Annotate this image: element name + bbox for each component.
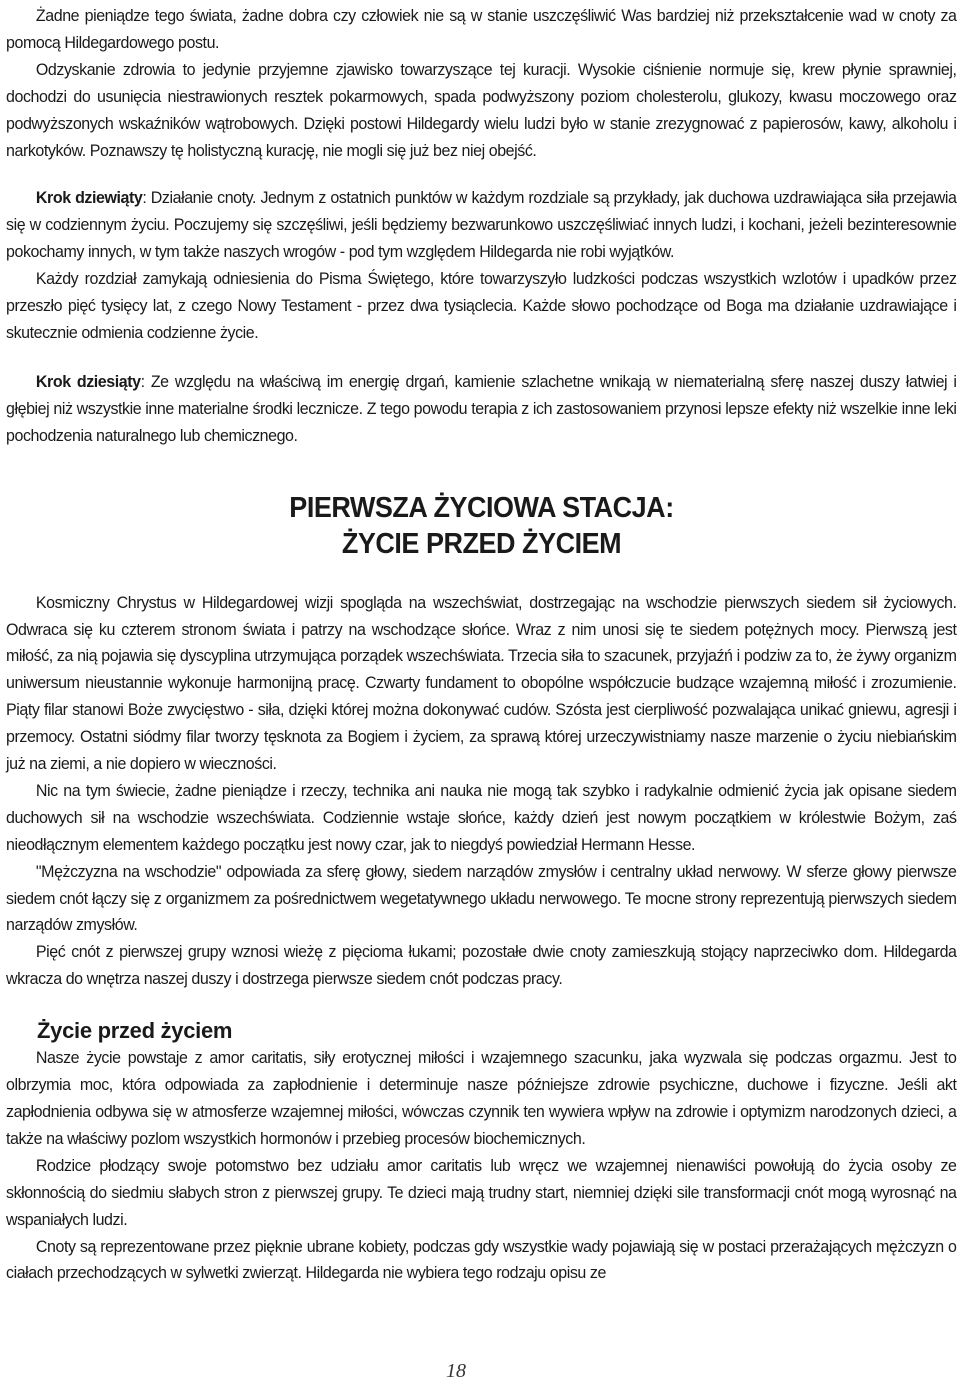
step-ten-paragraph bbox=[6, 369, 957, 450]
chapter-paragraph-3: "Mężczyzna na wschodzie" odpowiada za sferę głowy, siedem narządów zmysłów i centralny układ nerwowy. W sferze głowy pierwsze siedem cnót łączy się z organizmem za pośrednictwem wegetatywnego układu nerwowego. Te mocne strony reprezentują pierwszych siedem narządów zmysłów. bbox=[6, 861, 957, 935]
document-page bbox=[6, 3, 957, 1287]
intro-paragraph-2: Odzyskanie zdrowia to jedynie przyjemne zjawisko towarzyszące tej kuracji. Wysokie ciśnienie normuje się, krew płynie sprawniej, dochodzi do usunięcia niestrawionych resztek pokarmowych, spada podwyższony poziom cholesterolu, glukozy, kwasu moczowego oraz podwyższonych wskaźników wątrobowych. Dzięki postowi Hildegardy wielu ludzi było w stanie zrezygnować z papierosów, kawy, alkoholu i narkotyków. Poznawszy tę holistyczną kurację, nie mogli się już bez niej obejść. bbox=[6, 59, 957, 160]
step-nine-paragraph bbox=[6, 185, 957, 266]
chapter-paragraph-4: Pięć cnót z pierwszej grupy wznosi wieżę z pięcioma łukami; pozostałe dwie cnoty zamieszkują stojący naprzeciwko dom. Hildegarda wkracza do wnętrza naszej duszy i dostrzega pierwsze siedem cnót podczas pracy. bbox=[6, 942, 957, 989]
step-ten-label: Krok dziesiąty bbox=[35, 371, 141, 391]
chapter-paragraph-2: Nic na tym świecie, żadne pieniądze i rzeczy, technika ani nauka nie mogą tak szybko i radykalnie odmienić życia jak opisane siedem duchowych sił na wschodzie wszechświata. Codziennie wstaje słońce, każdy dzień jest nowym początkiem w królestwie Bożym, zaś nieodłącznym elementem każdego początku jest nowy czar, jak to niegdyś powiedział Hermann Hesse. bbox=[6, 780, 957, 854]
spacer bbox=[6, 164, 957, 185]
step-nine-paragraph-2: Każdy rozdział zamykają odniesienia do Pisma Świętego, które towarzyszyło ludzkości podczas wszystkich wzlotów i upadków przez przeszło pięć tysięcy lat, z czego Nowy Testament - przez dwa tysiąclecia. Każde słowo pochodzące od Boga ma działanie uzdrawiające i skutecznie odmienia codzienne życie. bbox=[6, 269, 957, 342]
chapter-title bbox=[6, 490, 957, 590]
spacer bbox=[6, 347, 957, 369]
chapter-title-line-2: ŻYCIE PRZED ŻYCIEM bbox=[341, 527, 622, 560]
step-nine-label: Krok dziewiąty bbox=[35, 188, 143, 208]
intro-paragraph-1: Żadne pieniądze tego świata, żadne dobra czy człowiek nie są w stanie uszczęśliwić Was bardziej niż przekształcenie wad w cnoty za pomocą Hildegardowego postu. bbox=[6, 6, 957, 52]
page-number: 18 bbox=[446, 1360, 466, 1382]
section-paragraph-2: Rodzice płodzący swoje potomstwo bez udziału amor caritatis lub wręcz we wzajemnej nienawiści powołują do życia osoby ze skłonnością do siedmiu słabych stron z pierwszej grupy. Te dzieci mają trudny start, niemniej dzięki sile transformacji cnót mogą wyrosnąć na wspaniałych ludzi. bbox=[6, 1155, 957, 1229]
chapter-paragraph-1: Kosmiczny Chrystus w Hildegardowej wizji spogląda na wszechświat, dostrzegając na wschodzie pierwszych siedem sił życiowych. Odwraca się ku czterem stronom świata i patrzy na wschodzące słońce. Wraz z nim unosi się te siedem potężnych mocy. Pierwszą jest miłość, za nią pojawia się dyscyplina utrzymująca porządek wszechświata. Trzecia siła to szacunek, przyjaźń i podziw za to, że żywy organizm uniwersum nieustannie wykonuje harmonijną pracę. Czwarty fundament to obopólne współczucie budzące wzajemną miłość i zrozumienie. Piąty filar stanowi Boże zwycięstwo - siła, dzięki której można dokonywać cudów. Szósta jest cierpliwość pozwalająca unikać gniewu, agresji i przemocy. Ostatni siódmy filar tworzy tęsknota za Bogiem i życiem, za sprawą której urzeczywistniamy nasze marzenie o życiu niebiańskim już na ziemi, a nie dopiero w wieczności. bbox=[6, 592, 957, 774]
chapter-title-line-1: PIERWSZA ŻYCIOWA STACJA: bbox=[289, 491, 674, 524]
spacer bbox=[6, 450, 957, 490]
step-ten-text: : Ze względu na właściwą im energię drgań, kamienie szlachetne wnikają w niematerialną sferę naszej duszy łatwiej i głębiej niż wszystkie inne materialne środki lecznicze. Z tego powodu terapia z ich zastosowaniem przynosi lepsze efekty niż wszelkie inne leki pochodzenia naturalnego lub chemicznego. bbox=[6, 371, 957, 445]
section-heading: Życie przed życiem bbox=[37, 1018, 233, 1044]
section-paragraph-3: Cnoty są reprezentowane przez pięknie ubrane kobiety, podczas gdy wszystkie wady pojawiają się w postaci przerażających mężczyzn o ciałach przechodzących w sylwetki zwierząt. Hildegarda nie wybiera tego rodzaju opisu ze bbox=[6, 1236, 957, 1283]
step-nine-text: : Działanie cnoty. Jednym z ostatnich punktów w każdym rozdziale są przykłady, jak duchowa uzdrawiająca siła przejawia się w codziennym życiu. Poczujemy się szczęśliwi, jeśli będziemy bezwarunkowo uszczęśliwiać innych ludzi, i kochani, jeżeli bezinteresownie pokochamy innych, w tym także naszych wrogów - pod tym względem Hildegarda nie robi wyjątków. bbox=[6, 188, 957, 262]
section-paragraph-1: Nasze życie powstaje z amor caritatis, siły erotycznej miłości i wzajemnego szacunku, jaka wyzwala się podczas orgazmu. Jest to olbrzymia moc, która odpowiada za zapłodnienie i determinuje nasze późniejsze zdrowie psychiczne, duchowe i fizyczne. Jeśli akt zapłodnienia odbywa się w atmosferze wzajemnej miłości, wówczas czynnik ten wywiera wpływ na zdrowie i optymizm narodzonych dzieci, a także na właściwy pozlom wszystkich hormonów i przebieg procesów biochemicznych. bbox=[6, 1048, 957, 1148]
spacer bbox=[6, 993, 957, 1017]
